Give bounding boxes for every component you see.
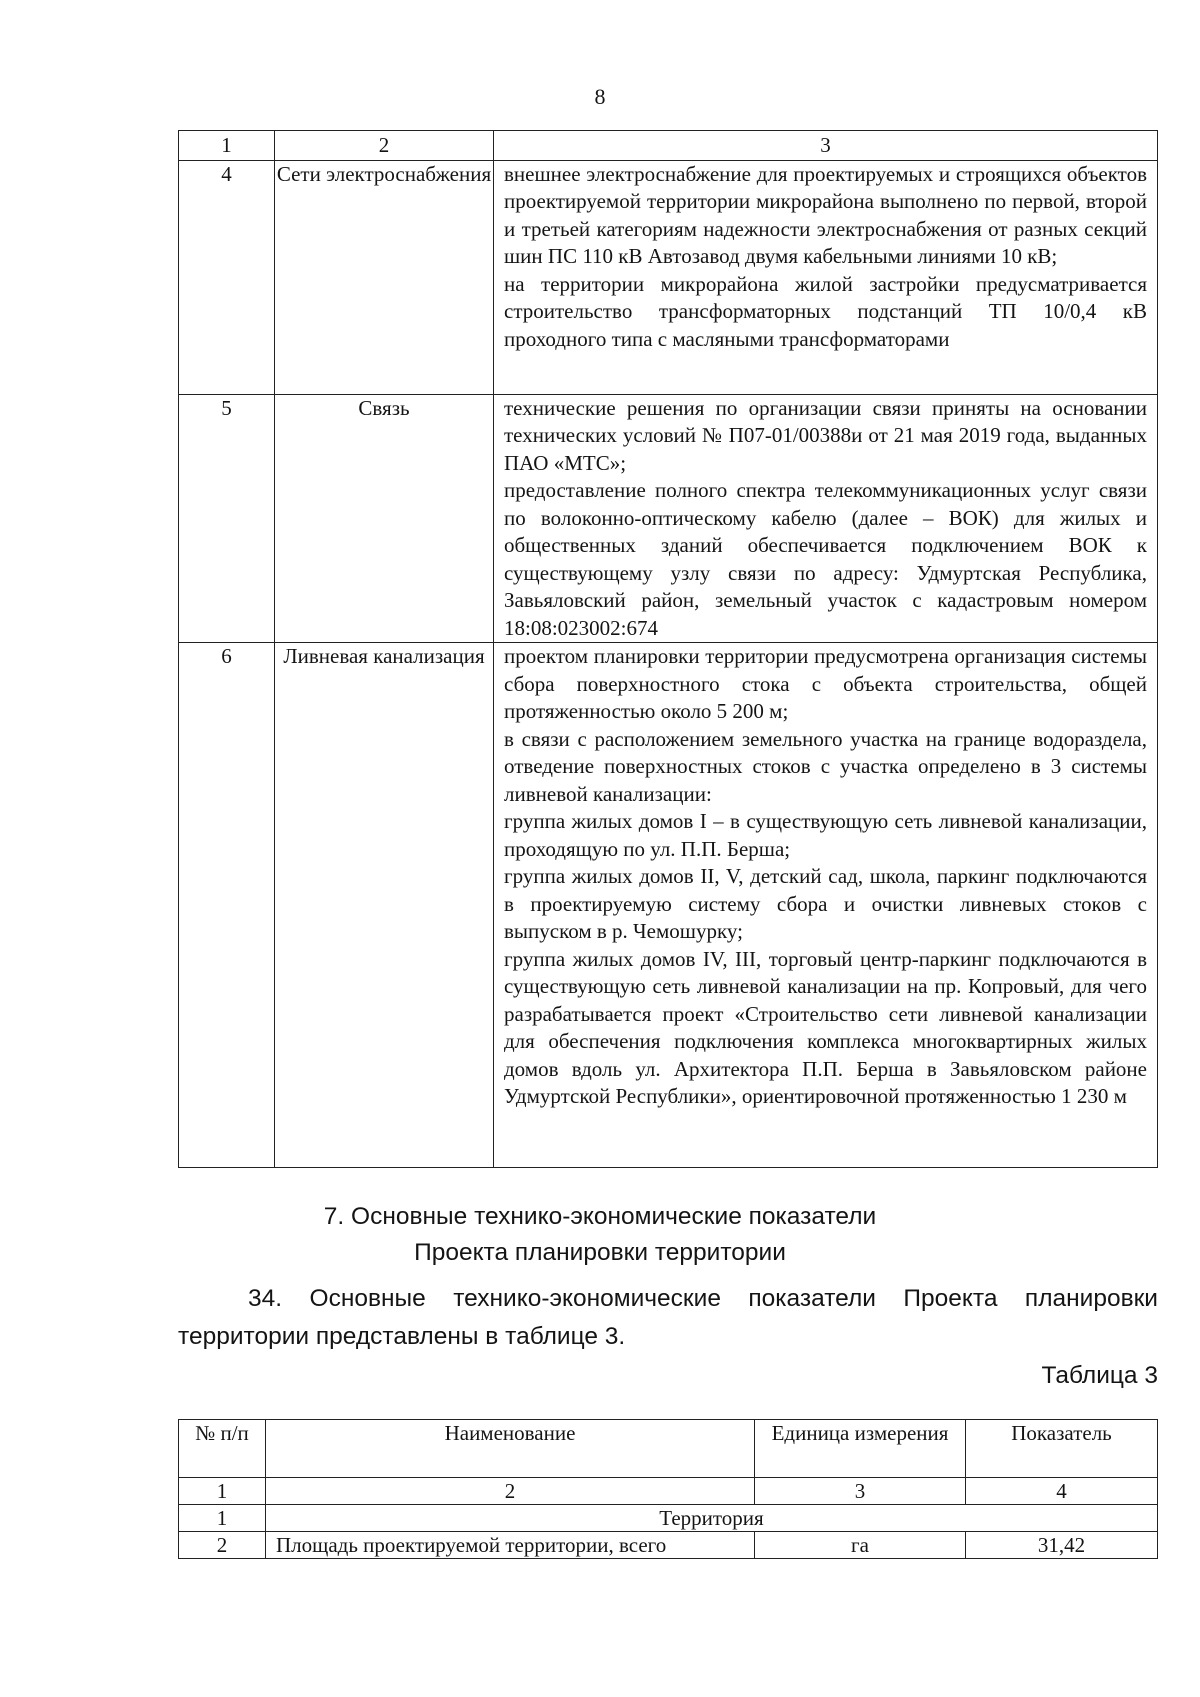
row-name: Площадь проектируемой территории, всего [266, 1532, 755, 1559]
row-description [494, 160, 1158, 394]
header-cell: 3 [494, 131, 1158, 161]
description-paragraph: на территории микрорайона жилой застройки предусматривается строительство трансформаторных подстанций ТП 10/0,4 кВ проходного типа с масляными трансформаторами [504, 271, 1147, 351]
row-name: Сети электроснабжения [275, 160, 494, 394]
section-row [179, 1505, 1158, 1532]
description-paragraph: группа жилых домов IV, III, торговый центр-паркинг подключаются в существующую сеть ливневой канализации на пр. Копровый, для чего разрабатывается проект «Строительство сети ливневой канализации для обеспечения подключения комплекса многоквартирных жилых домов вдоль ул. Архитектора П.П. Берша в Завьяловском районе Удмуртской Республики», ориентировочной протяженностью 1 230 м [504, 946, 1147, 1108]
description-paragraph: технические решения по организации связи приняты на основании технических условий № П07-01/00388и от 21 мая 2019 года, выданных ПАО «МТС»; [504, 395, 1147, 475]
numbering-cell: 1 [179, 1478, 266, 1505]
numbering-row [179, 1478, 1158, 1505]
row-number: 5 [179, 394, 275, 643]
numbering-cell: 2 [266, 1478, 755, 1505]
table-header-row [179, 1420, 1158, 1478]
row-description [494, 643, 1158, 1168]
numbering-cell: 4 [966, 1478, 1158, 1505]
row-value: 31,42 [966, 1532, 1158, 1559]
row-unit: га [755, 1532, 966, 1559]
header-cell: Показатель [966, 1420, 1158, 1478]
page-number: 8 [594, 84, 606, 109]
header-cell: Наименование [266, 1420, 755, 1478]
row-description [494, 394, 1158, 643]
table-caption: Таблица 3 [1041, 1362, 1158, 1389]
header-cell: 1 [179, 131, 275, 161]
row-number: 1 [179, 1505, 266, 1532]
row-number: 6 [179, 643, 275, 1168]
indicators-table [178, 1419, 1158, 1559]
description-paragraph: предоставление полного спектра телекоммуникационных услуг связи по волоконно-оптическому кабелю (далее – ВОК) для жилых и общественных зданий обеспечивается подключением ВОК к существующему узлу связи по адресу: Удмуртская Республика, Завьяловский район, земельный участок с кадастровым номером 18:08:023002:674 [504, 478, 1147, 640]
description-paragraph: группа жилых домов I – в существующую сеть ливневой канализации, проходящую по ул. П.П. Берша; [504, 809, 1147, 861]
description-paragraph: проектом планировки территории предусмотрена организация системы сбора поверхностного стока с объекта строительства, общей протяженностью около 5 200 м; [504, 644, 1147, 723]
engineering-networks-table [178, 130, 1158, 1168]
row-name: Ливневая канализация [275, 643, 494, 1168]
table-header-row [179, 131, 1158, 161]
row-number: 2 [179, 1532, 266, 1559]
body-paragraph: 34. Основные технико-экономические показатели Проекта планировки территории представлены в таблице 3. [178, 1285, 1158, 1350]
section-label: Территория [266, 1505, 1158, 1532]
table-row [179, 1532, 1158, 1559]
section-heading [0, 1199, 1200, 1271]
table-row [179, 160, 1158, 394]
table-row [179, 394, 1158, 643]
description-paragraph: внешнее электроснабжение для проектируемых и строящихся объектов проектируемой территории микрорайона выполнено по первой, второй и третьей категориям надежности электроснабжения от разных секций шин ПС 110 кВ Автозавод двумя кабельными линиями 10 кВ; [504, 161, 1147, 268]
section-heading-line: 7. Основные технико-экономические показатели [323, 1203, 877, 1230]
header-cell: 2 [275, 131, 494, 161]
header-cell: Единица измерения [755, 1420, 966, 1478]
row-name: Связь [275, 394, 494, 643]
description-paragraph: в связи с расположением земельного участка на границе водораздела, отведение поверхностных стоков с участка определено в 3 системы ливневой канализации: [504, 726, 1147, 806]
numbering-cell: 3 [755, 1478, 966, 1505]
row-number: 4 [179, 160, 275, 394]
header-cell: № п/п [179, 1420, 266, 1478]
table-row [179, 643, 1158, 1168]
section-heading-line: Проекта планировки территории [414, 1239, 786, 1266]
description-paragraph: группа жилых домов II, V, детский сад, школа, паркинг подключаются в проектируемую систему сбора и очистки ливневых стоков с выпуском в р. Чемошурку; [504, 864, 1147, 943]
